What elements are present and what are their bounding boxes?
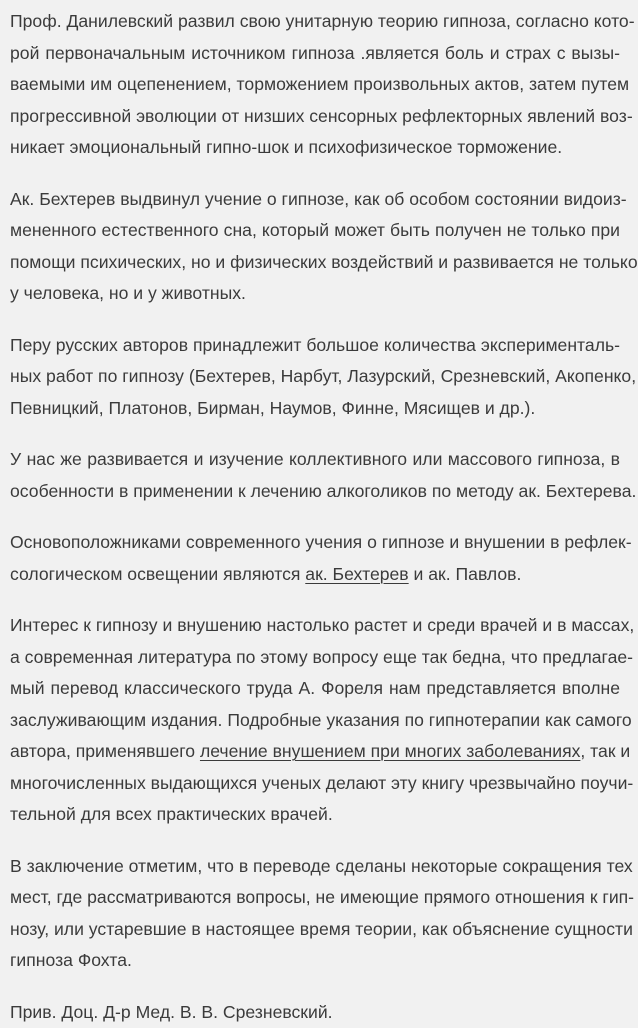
text-paragraph: [10, 330, 620, 425]
text-paragraph: [10, 6, 620, 164]
text-line: Проф. Данилевский развил свою унитарную теорию гипноза, согласно кото-: [10, 6, 620, 38]
line-text-after-link: , так и: [580, 741, 630, 761]
text-line: а современная литература по этому вопросу еще так бедна, что предлагае-: [10, 642, 620, 674]
text-line: помощи психических, но и физических воздействий и развивается не только: [10, 247, 620, 279]
text-line: [10, 736, 620, 768]
text-line: Ак. Бехтерев выдвинул учение о гипнозе, как об особом состоянии видоиз-: [10, 184, 620, 216]
text-line: особенности в применении к лечению алкоголиков по методу ак. Бехтерева.: [10, 476, 620, 508]
text-line: Интерес к гипнозу и внушению настолько растет и среди врачей и в массах,: [10, 610, 620, 642]
text-line: гипноза Фохта.: [10, 945, 620, 977]
text-line: Певницкий, Платонов, Бирман, Наумов, Финне, Мясищев и др.).: [10, 393, 620, 425]
line-text-before-link: сологическом освещении являются: [10, 564, 305, 584]
text-line: В заключение отметим, что в переводе сделаны некоторые сокращения тех: [10, 851, 620, 883]
text-line: ваемыми им оцепенением, торможением произвольных актов, затем путем: [10, 69, 620, 101]
text-line: Перу русских авторов принадлежит большое количества эксперименталь-: [10, 330, 620, 362]
text-paragraph: [10, 444, 620, 507]
text-line: ных работ по гипнозу (Бехтерев, Нарбут, Лазурский, Срезневский, Акопенко,: [10, 361, 620, 393]
text-paragraph: [10, 610, 620, 831]
text-line: У нас же развивается и изучение коллективного или массового гипноза, в: [10, 444, 620, 476]
line-text-after-link: и ак. Павлов.: [409, 564, 522, 584]
text-line: Прив. Доц. Д-р Мед. В. В. Срезневский.: [10, 997, 620, 1028]
text-line: мененного естественного сна, который может быть получен не только при: [10, 215, 620, 247]
signature-paragraph: [10, 997, 620, 1028]
text-line: заслуживающим издания. Подробные указания по гипнотерапии как самого: [10, 705, 620, 737]
text-line: [10, 559, 620, 591]
underlined-link[interactable]: ак. Бехтерев: [305, 564, 408, 584]
text-line: мест, где рассматриваются вопросы, не имеющие прямого отношения к гип-: [10, 882, 620, 914]
text-line: у человека, но и у животных.: [10, 278, 620, 310]
text-paragraph: [10, 184, 620, 310]
text-line: Основоположниками современного учения о гипнозе и внушении в рефлек-: [10, 527, 620, 559]
line-text-before-link: автора, применявшего: [10, 741, 200, 761]
text-line: прогрессивной эволюции от низших сенсорных рефлекторных явлений воз-: [10, 101, 620, 133]
text-line: рой первоначальным источником гипноза .является боль и страх с вызы-: [10, 38, 620, 70]
underlined-link[interactable]: лечение внушением при многих заболеваниях: [200, 741, 580, 761]
text-paragraph: [10, 851, 620, 977]
text-paragraph: [10, 527, 620, 590]
text-line: мый перевод классического труда А. Фореля нам представляется вполне: [10, 673, 620, 705]
text-line: нозу, или устаревшие в настоящее время теории, как объяснение сущности: [10, 914, 620, 946]
text-line: тельной для всех практических врачей.: [10, 799, 620, 831]
text-line: никает эмоциональный гипно-шок и психофизическое торможение.: [10, 132, 620, 164]
text-line: многочисленных выдающихся ученых делают эту книгу чрезвычайно поучи-: [10, 768, 620, 800]
